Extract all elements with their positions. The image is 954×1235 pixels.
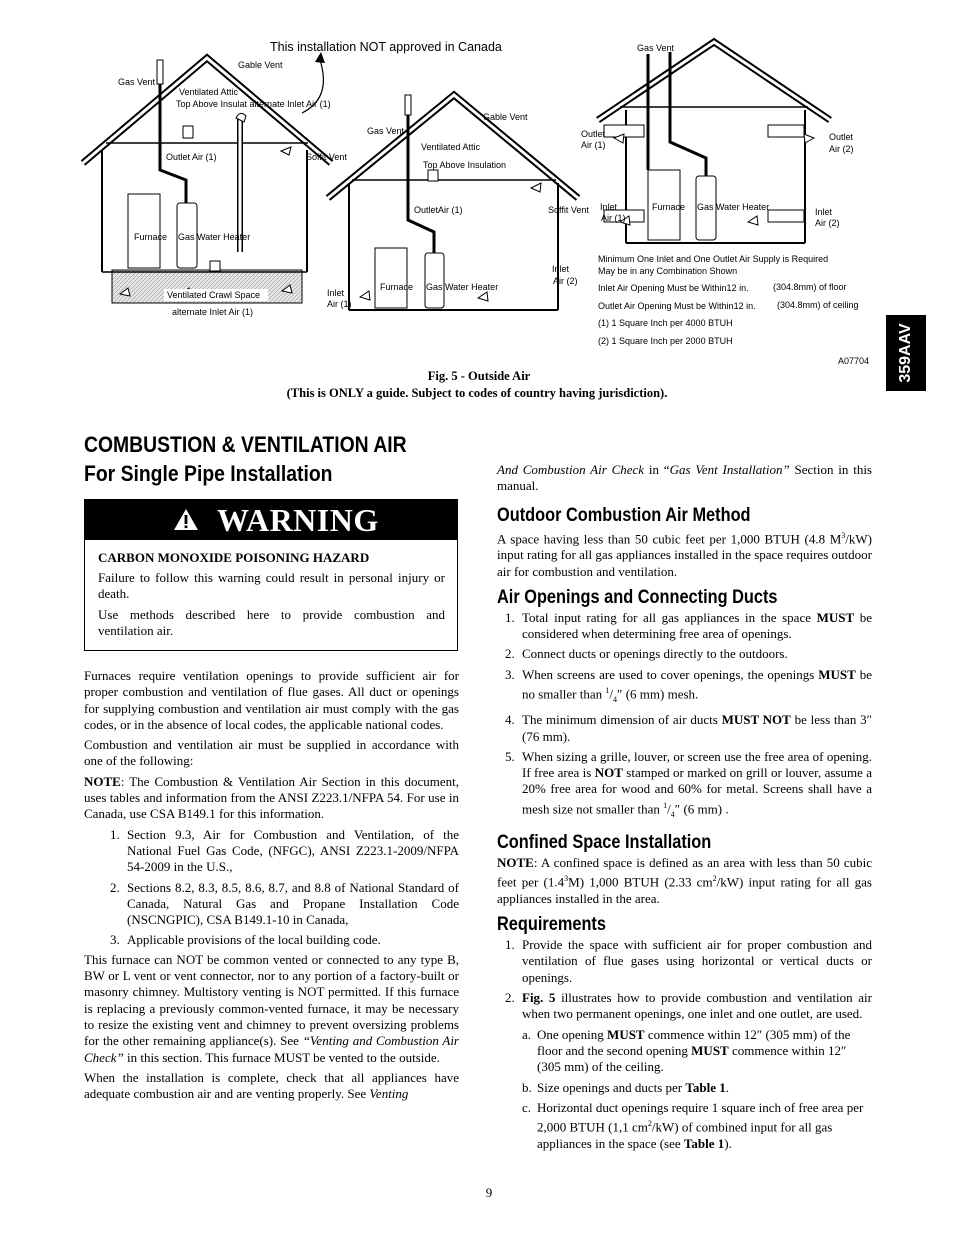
label-inlet-3a: Inlet: [600, 202, 618, 212]
p3-c: in this section. This furnace MUST be vented to the outside.: [123, 1049, 440, 1065]
list-item: 3. When screens are used to cover openings, the openings MUST be no smaller than $^1/_4''$ (6 mm) mesh.: [505, 666, 872, 704]
label-inlet-air2-3: Air (2): [815, 218, 840, 228]
label-alt-inlet-air: alternate Inlet Air (1): [172, 307, 254, 317]
note-any-combination: May be in any Combination Shown: [598, 266, 738, 276]
house-2-attic: [328, 95, 578, 310]
note-2: (2) 1 Square Inch per 2000 BTUH: [598, 336, 733, 346]
label-outlet-air1-3: Air (1): [581, 140, 606, 150]
label-furnace-1: Furnace: [134, 232, 168, 242]
label-gable-vent-1: Gable Vent: [238, 60, 283, 70]
label-gas-vent-1: Gas Vent: [118, 77, 156, 87]
left-note: [84, 774, 459, 823]
label-top-above-insul-alt: Top Above Insulat alternate Inlet Air (1): [176, 99, 331, 109]
note-1: (1) 1 Square Inch per 4000 BTUH: [598, 318, 733, 328]
side-tab: [886, 315, 926, 391]
list-item: c. Horizontal duct openings require 1 square inch of free area per 2,000 BTUH (1,1 $cm^2/kW$) of combined input for all gas appliances in the space (see Table 1).: [522, 1099, 864, 1151]
heading-confined: Confined Space Installation: [497, 831, 712, 853]
label-water-heater-2: Gas Water Heater: [426, 282, 499, 292]
label-air1-2: Air (1): [327, 299, 352, 309]
label-soffit-vent-1: Soffit Vent: [306, 152, 347, 162]
heading-openings: Air Openings and Connecting Ducts: [497, 586, 778, 608]
left-note-label: NOTE: [84, 773, 121, 789]
p3-link: “Venting and Combustion Air Check”: [84, 1033, 459, 1065]
warning-box: [84, 499, 458, 651]
list-item: 2. Connect ducts or openings directly to the outdoors.: [505, 646, 788, 662]
outdoor-text: [497, 528, 872, 580]
label-top-above-insulation: Top Above Insulation: [423, 160, 507, 170]
continuation-text: [497, 462, 872, 495]
list-number: 3.: [110, 932, 120, 948]
label-furnace-3: Furnace: [652, 202, 686, 212]
outdoor-sup: 3: [841, 530, 846, 540]
figure-caption-line1: Fig. 5 - Outside Air: [427, 369, 531, 383]
label-inlet-air1-3: Air (1): [601, 213, 626, 223]
list-item: [102, 932, 459, 948]
label-outlet-air2-3: Air (2): [829, 144, 854, 154]
note-inlet-opening-mm: (304.8mm) of floor: [773, 282, 847, 292]
left-column: [84, 668, 459, 1106]
outdoor-a: A space having less than 50 cubic feet per 1,000 BTUH (4.8 M: [497, 530, 842, 546]
cont-c: Gas Vent Installation”: [669, 462, 790, 477]
warning-title: WARNING: [217, 502, 379, 538]
note-inlet-opening: Inlet Air Opening Must be Within12 in.: [598, 283, 749, 293]
confined-note: NOTE: A confined space is defined as an area with less than 50 cubic feet per $(1.4^3M)$ 1,000 BTUH (2.33 $cm^2/kW$) input rating for all gas appliances installed in the area.: [497, 854, 872, 906]
label-ventilated-attic-2: Ventilated Attic: [421, 142, 481, 152]
label-water-heater-3: Gas Water Heater: [697, 202, 770, 212]
house-3-vertical-ducts: [598, 42, 830, 243]
left-paragraph-3: [84, 952, 459, 1066]
label-furnace-2: Furnace: [380, 282, 414, 292]
cont-a: And Combustion Air Check: [497, 462, 645, 477]
label-inlet-2a: Inlet: [327, 288, 345, 298]
list-text: Sections 8.2, 8.3, 8.5, 8.6, 8.7, and 8.8 of National Standard of Canada, Natural Gas and Propane Installation Code (NSCNGPIC), CSA B149.1-10 in Canada,: [127, 879, 459, 928]
section-title: [84, 430, 407, 488]
label-inlet-2b: Inlet: [552, 264, 570, 274]
warning-triangle-icon: [173, 508, 199, 531]
label-outlet-3a: Outlet: [581, 129, 606, 139]
list-item: 1. Total input rating for all gas appliances in the space MUST be considered when determining free area of openings.: [505, 609, 872, 642]
requirements-list: [497, 937, 872, 1022]
list-item: 4. The minimum dimension of air ducts MUST NOT be less than 3″ (76 mm).: [505, 712, 873, 744]
label-air2-2: Air (2): [553, 276, 578, 286]
list-item: 5. When sizing a grille, louver, or screen use the free area of opening. If free area is NOT stamped or marked on grill or louver, assume a 20% free area for wood and 60% for metal. Screens shall have a mesh size not smaller than $^1/_4''$ (6 mm) .: [505, 748, 873, 819]
list-item: 2. Fig. 5 illustrates how to provide combustion and ventilation air when two permanent openings, one inlet and one outlet, are used.: [505, 990, 872, 1022]
p4-a: When the installation is complete, check that all appliances have adequate combustion air and are venting properly. See: [84, 1069, 459, 1102]
label-soffit-vent-2: Soffit Vent: [548, 205, 589, 215]
label-outletair-1: OutletAir (1): [414, 205, 463, 215]
left-note-text: : The Combustion & Ventilation Air Section in this document, uses tables and information from the ANSI Z223.1/NFPA 54. For use in Canada, use CSA B149.1 for this information.: [84, 773, 459, 822]
section-title-line1: COMBUSTION & VENTILATION AIR: [84, 432, 407, 457]
label-ventilated-attic-1: Ventilated Attic: [179, 87, 239, 97]
list-number: 1.: [110, 826, 120, 842]
heading-requirements: Requirements: [497, 914, 606, 936]
page-number: 9: [485, 1185, 493, 1200]
label-gas-vent-3: Gas Vent: [637, 43, 675, 53]
canada-note: This installation NOT approved in Canada: [270, 40, 502, 54]
list-number: 2.: [110, 879, 120, 895]
label-inlet-3b: Inlet: [815, 207, 833, 217]
figure-caption: [0, 368, 954, 402]
list-item: [102, 880, 459, 929]
list-item: a. One opening MUST commence within 12″ (305 mm) of the floor and the second opening MUST commence within 12″ (305 mm) of the ceiling.: [522, 1026, 851, 1075]
figure-caption-line2: (This is ONLY a guide. Subject to codes of country having jurisdiction).: [286, 386, 668, 400]
heading-outdoor: Outdoor Combustion Air Method: [497, 504, 751, 526]
p4-b: Venting: [369, 1086, 409, 1102]
left-paragraph-2: Combustion and ventilation air must be supplied in accordance with one of the following:: [84, 737, 459, 769]
label-gable-vent-2: Gable Vent: [483, 112, 528, 122]
note-outlet-opening: Outlet Air Opening Must be Within12 in.: [598, 301, 756, 311]
label-outlet-air-1: Outlet Air (1): [166, 152, 217, 162]
label-outlet-3b: Outlet: [829, 132, 854, 142]
outdoor-b: /kW) input rating for all gas appliances installed in the space requires outdoor air for combustion and ventilation.: [497, 530, 872, 579]
openings-list: [497, 610, 872, 823]
section-title-line2: For Single Pipe Installation: [84, 461, 333, 486]
left-paragraph-4: [84, 1070, 459, 1103]
code-list: [102, 827, 459, 949]
warning-text-2: Use methods described here to provide combustion and ventilation air.: [98, 606, 445, 638]
list-text: Section 9.3, Air for Combustion and Ventilation, of the National Fuel Gas Code, (NFGC), ANSI Z223.1-2009/NFPA 54-2009 in the U.S.,: [127, 826, 459, 875]
warning-hazard: CARBON MONOXIDE POISONING HAZARD: [98, 550, 370, 565]
p3-a: This furnace can NOT be common vented or connected to any type B, BW or L vent or vent connector, nor to any portion of a factory-built or masonry chimney. Multistory venting is NOT permitted. If this furnace is replacing a previously common-vented furnace, it may be necessary to resize the existing vent and chimney to prevent oversizing problems for the other remaining appliance(s). See: [84, 951, 459, 1049]
cont-b: in “: [644, 462, 670, 477]
list-text: Applicable provisions of the local building code.: [127, 932, 381, 948]
warning-text-1: Failure to follow this warning could result in personal injury or death.: [98, 570, 445, 602]
cont-d: Section in this manual.: [497, 462, 872, 494]
label-gas-vent-2: Gas Vent: [367, 126, 405, 136]
list-item: 1. Provide the space with sufficient air for proper combustion and ventilation of flue gases using horizontal or vertical ducts or openings.: [505, 937, 872, 985]
note-outlet-opening-mm: (304.8mm) of ceiling: [777, 300, 859, 310]
label-water-heater-1: Gas Water Heater: [178, 232, 251, 242]
list-item: [102, 827, 459, 876]
note-min-inlet-outlet: Minimum One Inlet and One Outlet Air Supply is Required: [598, 254, 829, 264]
side-tab-label: 359AAV: [897, 323, 914, 383]
label-crawl-space: Ventilated Crawl Space: [167, 290, 261, 300]
requirements-sublist: [482, 1027, 872, 1152]
figure-id: A07704: [838, 356, 870, 366]
left-paragraph-1: Furnaces require ventilation openings to provide sufficient air for proper combustion and ventilation of flue gases. All duct or openings for supplying combustion and ventilation air must comply with the gas codes, or in the absence of local codes, the applicable national codes.: [84, 668, 459, 732]
outside-air-figure: [0, 0, 954, 370]
warning-header: [85, 500, 457, 540]
right-column: [497, 462, 872, 1156]
list-item: b. Size openings and ducts per Table 1.: [522, 1079, 729, 1095]
